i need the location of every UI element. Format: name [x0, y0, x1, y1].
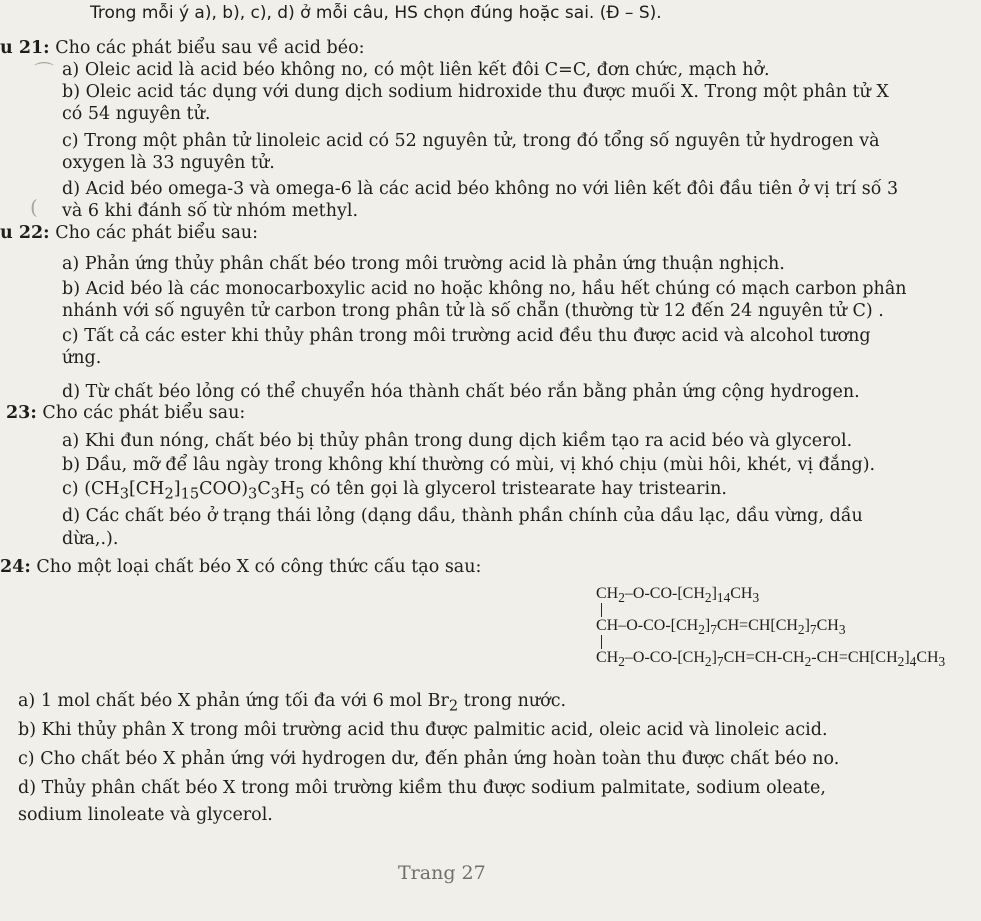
q23-c-label: c) [62, 479, 85, 499]
vertical-bond [601, 603, 602, 617]
q23-statement-c [62, 478, 727, 506]
q21-statement-d-cont: và 6 khi đánh số từ nhóm methyl. [62, 201, 359, 221]
q24-statement-c: c) Cho chất béo X phản ứng với hydrogen dư, đến phản ứng hoàn toàn thu được chất béo no. [18, 749, 840, 769]
pen-mark: ⌒ [34, 60, 54, 84]
q22-statement-b: b) Acid béo là các monocarboxylic acid no hoặc không no, hầu hết chúng có mạch carbon phân [62, 279, 907, 299]
question-21-text: Cho các phát biểu sau về acid béo: [55, 38, 365, 58]
q22-statement-c-cont: ứng. [62, 348, 102, 368]
q22-statement-b-cont: nhánh với số nguyên tử carbon trong phân tử là số chẵn (thường từ 12 đến 24 nguyên tử C) . [62, 301, 884, 321]
q24-statement-d: d) Thủy phân chất béo X trong môi trường kiềm thu được sodium palmitate, sodium oleate, [18, 778, 826, 798]
q23-c-text: có tên gọi là glycerol tristearate hay tristearin. [304, 479, 727, 499]
formula-line-3: $CH_2-O-CO-[CH_2]_7CH=CH-CH_2-CH=CH[CH_2]_4CH_3$ [596, 649, 946, 670]
q23-statement-b: b) Dầu, mỡ để lâu ngày trong không khí thường có mùi, vị khó chịu (mùi hôi, khét, vị đắng). [62, 455, 876, 475]
pen-mark: ( [30, 195, 38, 219]
formula-line-2: $CH-O-CO-[CH_2]_7CH=CH[CH_2]_7CH_3$ [596, 617, 846, 638]
tristearin-formula: $(CH_3[CH_2]_{15}COO)_3C_3H_5$ [84, 479, 305, 503]
q24-a-text-end: trong nước. [458, 691, 567, 711]
q24-statement-b: b) Khi thủy phân X trong môi trường acid thu được palmitic acid, oleic acid và linoleic acid. [18, 720, 828, 740]
q22-statement-d: d) Từ chất béo lỏng có thể chuyển hóa thành chất béo rắn bằng phản ứng cộng hydrogen. [62, 382, 860, 402]
q22-statement-c: c) Tất cả các ester khi thủy phân trong môi trường acid đều thu được acid và alcohol tương [62, 326, 871, 346]
q21-statement-d: d) Acid béo omega-3 và omega-6 là các acid béo không no với liên kết đôi đầu tiên ở vị trí số 3 [62, 179, 899, 199]
question-23-text: Cho các phát biểu sau: [42, 403, 246, 423]
q24-statement-d-cont: sodium linoleate và glycerol. [18, 805, 273, 825]
question-22-text: Cho các phát biểu sau: [55, 223, 259, 243]
q22-statement-a: a) Phản ứng thủy phân chất béo trong môi trường acid là phản ứng thuận nghịch. [62, 254, 785, 274]
q24-statement-a: a) 1 mol chất béo X phản ứng tối đa với 6 mol $Br_2$ trong nước. [18, 691, 567, 715]
formula-line-1: $CH_2-O-CO-[CH_2]_{14}CH_3$ [596, 585, 760, 606]
question-22-stem [0, 222, 258, 244]
page-number: Trang 27 [398, 862, 486, 884]
q23-statement-d: d) Các chất béo ở trạng thái lỏng (dạng dầu, thành phần chính của dầu lạc, dầu vừng, dầu [62, 506, 863, 526]
question-24-text: Cho một loại chất béo X có công thức cấu tạo sau: [36, 557, 482, 577]
vertical-bond [601, 635, 602, 649]
question-23-stem [6, 402, 245, 424]
q21-statement-c-cont: oxygen là 33 nguyên tử. [62, 153, 275, 173]
question-24-stem [0, 556, 481, 578]
question-21-number: u 21: [0, 38, 50, 58]
q23-statement-d-cont: dừa,.). [62, 529, 119, 549]
q21-statement-b-cont: có 54 nguyên tử. [62, 104, 211, 124]
q23-statement-a: a) Khi đun nóng, chất béo bị thủy phân trong dung dịch kiềm tạo ra acid béo và glycerol. [62, 431, 853, 451]
question-21-stem [0, 37, 365, 59]
header-instruction: Trong mỗi ý a), b), c), d) ở mỗi câu, HS chọn đúng hoặc sai. (Đ – S). [90, 3, 662, 23]
question-24-number: 24: [0, 557, 31, 577]
q21-statement-b: b) Oleic acid tác dụng với dung dịch sodium hidroxide thu được muối X. Trong một phân tử X [62, 82, 889, 102]
q21-statement-a: a) Oleic acid là acid béo không no, có một liên kết đôi C=C, đơn chức, mạch hở. [62, 60, 770, 80]
q24-a-text: a) 1 mol chất béo X phản ứng tối đa với 6 mol Br [18, 691, 449, 711]
question-23-number: 23: [6, 403, 37, 423]
q21-statement-c: c) Trong một phân tử linoleic acid có 52 nguyên tử, trong đó tổng số nguyên tử hydrogen và [62, 131, 880, 151]
question-22-number: u 22: [0, 223, 50, 243]
